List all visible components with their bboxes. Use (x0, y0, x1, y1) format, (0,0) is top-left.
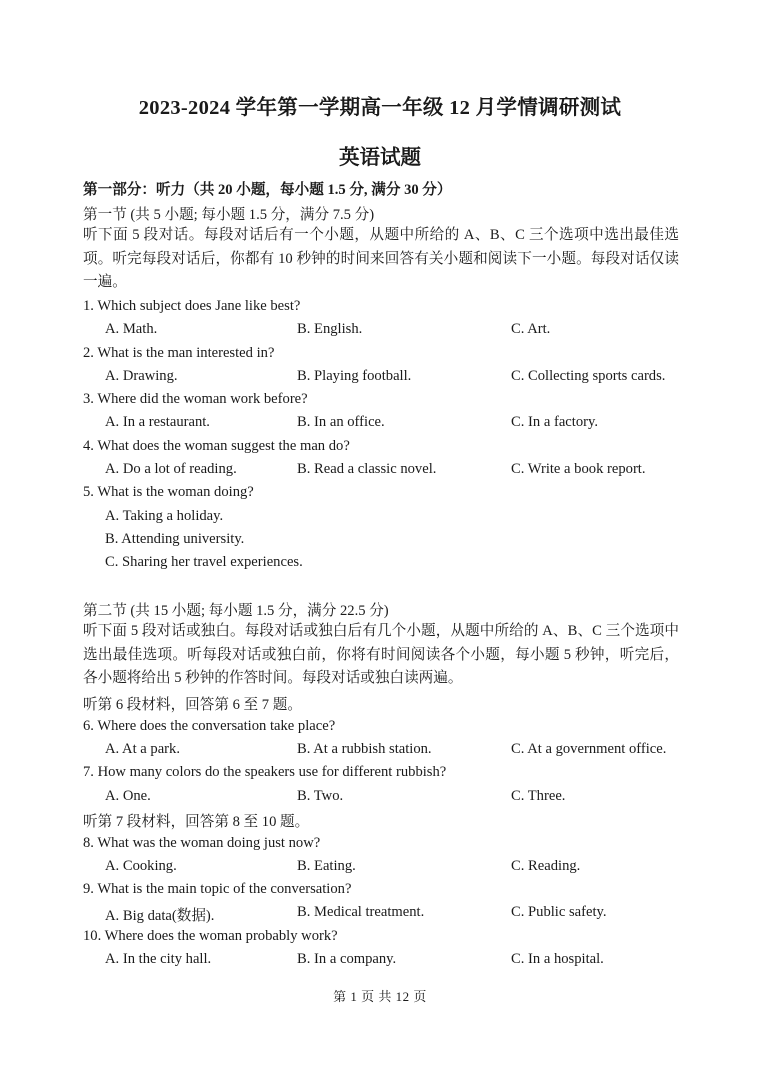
material-6-note: 听第 6 段材料，回答第 6 至 7 题。 (83, 697, 302, 713)
option-6a: A. At a park. (105, 741, 180, 757)
question-2: 2. What is the man interested in? (83, 345, 275, 361)
option-7c: C. Three. (511, 788, 566, 804)
question-5: 5. What is the woman doing? (83, 484, 254, 500)
option-9c: C. Public safety. (511, 904, 607, 920)
option-5b: B. Attending university. (105, 531, 245, 547)
option-5a: A. Taking a holiday. (105, 508, 224, 524)
option-8b: B. Eating. (297, 858, 356, 874)
option-1c: C. Art. (511, 321, 551, 337)
material-7-note: 听第 7 段材料，回答第 8 至 10 题。 (83, 814, 310, 830)
page-footer: 第 1 页 共 12 页 (333, 989, 427, 1004)
question-7: 7. How many colors do the speakers use for different rubbish? (83, 764, 447, 780)
question-9: 9. What is the main topic of the conversation? (83, 881, 352, 897)
option-3b: B. In an office. (297, 414, 385, 430)
option-2b: B. Playing football. (297, 368, 412, 384)
option-4a: A. Do a lot of reading. (105, 461, 237, 477)
option-7a: A. One. (105, 788, 151, 804)
option-2a: A. Drawing. (105, 368, 178, 384)
question-8: 8. What was the woman doing just now? (83, 835, 321, 851)
part1-heading: 第一部分：听力（共 20 小题，每小题 1.5 分, 满分 30 分） (83, 182, 452, 198)
section2-instructions: 听下面 5 段对话或独白。每段对话或独白后有几个小题，从题中所给的 A、B、C 三个选项中选出最佳选项。听每段对话或独白前，你将有时间阅读各个小题，每小题 5 秒钟，听完后，各小题将给出 5 秒钟的作答时间。每段对话或独白读两遍。 (83, 623, 679, 686)
question-10: 10. Where does the woman probably work? (83, 928, 338, 944)
option-7b: B. Two. (297, 788, 344, 804)
option-9a: A. Big data(数据). (105, 908, 215, 924)
option-1b: B. English. (297, 321, 363, 337)
section2-heading: 第二节 (共 15 小题; 每小题 1.5 分，满分 22.5 分) (83, 603, 389, 619)
option-3a: A. In a restaurant. (105, 414, 210, 430)
section1-heading: 第一节 (共 5 小题; 每小题 1.5 分，满分 7.5 分) (83, 207, 375, 223)
section1-instructions: 听下面 5 段对话。每段对话后有一个小题，从题中所给的 A、B、C 三个选项中选出最佳选项。听完每段对话后，你都有 10 秒钟的时间来回答有关小题和阅读下一小题。每段对话仅读一遍。 (83, 227, 679, 290)
option-6b: B. At a rubbish station. (297, 741, 432, 757)
question-3: 3. Where did the woman work before? (83, 391, 308, 407)
question-6: 6. Where does the conversation take place? (83, 718, 336, 734)
option-10c: C. In a hospital. (511, 951, 604, 967)
question-4: 4. What does the woman suggest the man do? (83, 438, 350, 454)
page-subtitle: 英语试题 (339, 147, 421, 169)
option-10b: B. In a company. (297, 951, 397, 967)
option-9b: B. Medical treatment. (297, 904, 425, 920)
option-10a: A. In the city hall. (105, 951, 212, 967)
option-4c: C. Write a book report. (511, 461, 646, 477)
option-1a: A. Math. (105, 321, 158, 337)
option-5c: C. Sharing her travel experiences. (105, 554, 303, 570)
option-8c: C. Reading. (511, 858, 581, 874)
page-title: 2023-2024 学年第一学期高一年级 12 月学情调研测试 (138, 97, 622, 119)
option-3c: C. In a factory. (511, 414, 598, 430)
question-1: 1. Which subject does Jane like best? (83, 298, 301, 314)
option-8a: A. Cooking. (105, 858, 177, 874)
option-4b: B. Read a classic novel. (297, 461, 437, 477)
option-6c: C. At a government office. (511, 741, 667, 757)
option-2c: C. Collecting sports cards. (511, 368, 666, 384)
